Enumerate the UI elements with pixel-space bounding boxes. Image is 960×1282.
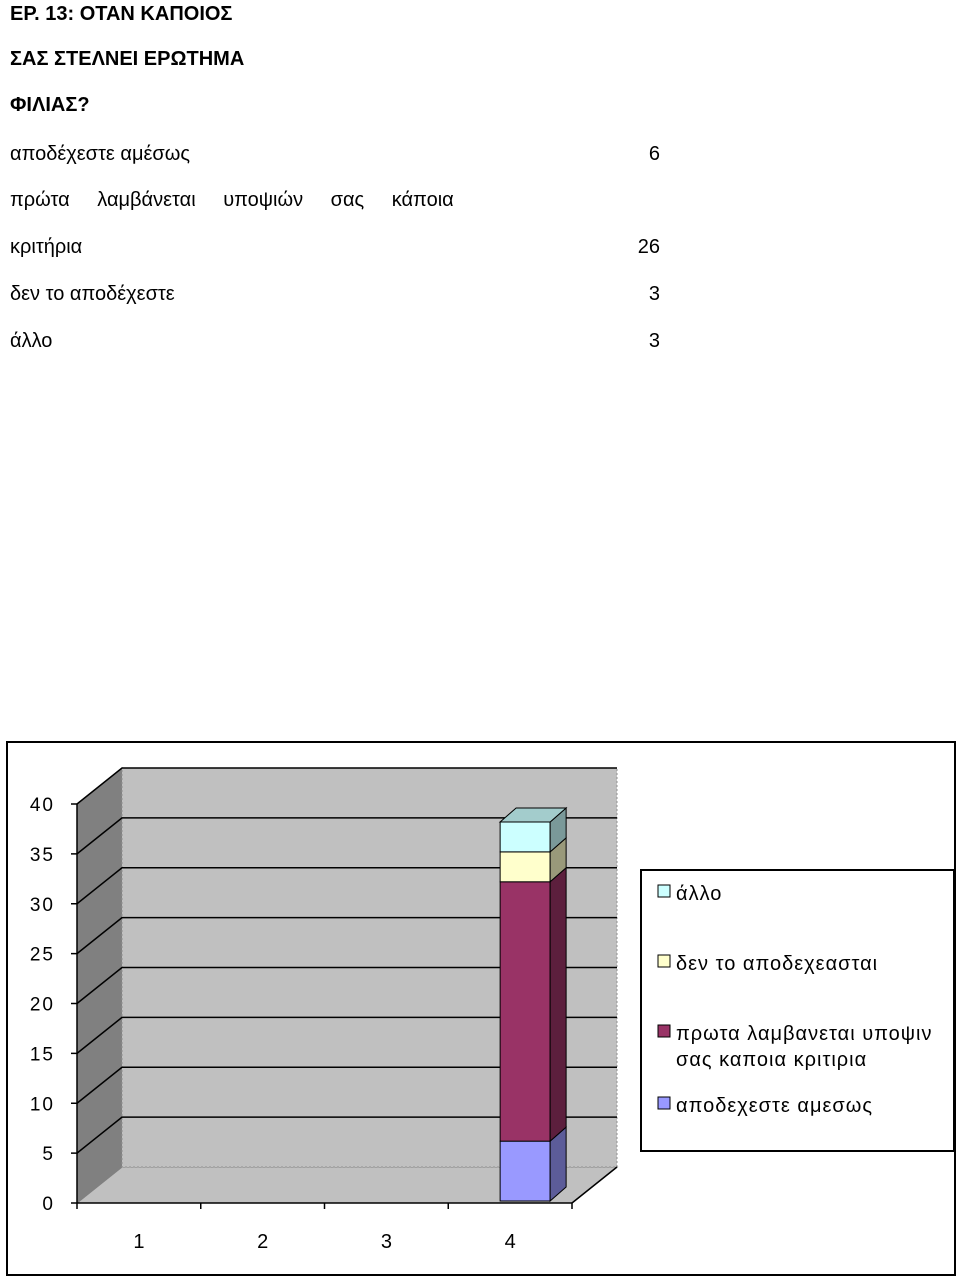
x-tick-label: 3 (380, 1231, 392, 1253)
chart-frame (6, 741, 956, 1276)
bar-segment-side (550, 868, 566, 1141)
bar-segment (500, 822, 550, 852)
y-tick-label: 5 (42, 1144, 55, 1166)
y-tick-label: 10 (29, 1094, 55, 1116)
y-tick-label: 40 (29, 795, 55, 816)
legend-label: άλλο (676, 883, 723, 905)
y-tick-label: 0 (42, 1194, 55, 1215)
y-tick-label: 15 (29, 1044, 55, 1066)
answer-label: αποδέχεστε αμέσως (10, 143, 190, 165)
y-tick-label: 30 (29, 894, 55, 916)
bar-segment (500, 882, 550, 1141)
legend-label: αποδεχεστε αμεσως (676, 1095, 873, 1117)
y-tick-label: 25 (29, 944, 55, 966)
x-tick-label: 2 (257, 1231, 269, 1253)
legend-swatch (658, 1025, 670, 1037)
answer-count: 3 (648, 330, 660, 352)
legend-swatch (658, 955, 670, 967)
answer-label: δεν το αποδέχεστε (10, 283, 175, 305)
answer-label: κριτήρια (10, 236, 83, 258)
answer-label: άλλο (10, 330, 53, 352)
bar-segment (500, 1141, 550, 1201)
answer-label: πρώτα λαμβάνεται υποψιών σας κάποια (10, 189, 454, 211)
answer-count: 6 (648, 143, 660, 165)
legend-label: δεν το αποδεχεασται (676, 953, 879, 975)
question-title-line: ΦΙΛΙΑΣ? (10, 94, 90, 116)
y-tick-label: 20 (29, 994, 55, 1016)
stacked-bar-chart (8, 743, 954, 1274)
x-tick-label: 4 (504, 1231, 516, 1253)
y-tick-label: 35 (29, 844, 55, 866)
x-tick-label: 1 (133, 1231, 145, 1253)
answer-count: 26 (637, 236, 660, 258)
legend-swatch (658, 885, 670, 897)
question-title-line: ΣΑΣ ΣΤΕΛΝΕΙ ΕΡΩΤΗΜΑ (10, 48, 245, 70)
bar-segment (500, 852, 550, 882)
legend-label: σας καποια κριτιρια (676, 1049, 868, 1071)
answer-count: 3 (648, 283, 660, 305)
legend-label: πρωτα λαμβανεται υποψιν (676, 1023, 933, 1045)
legend-swatch (658, 1097, 670, 1109)
question-title-line: ΕΡ. 13: ΟΤΑΝ ΚΑΠΟΙΟΣ (10, 3, 233, 25)
